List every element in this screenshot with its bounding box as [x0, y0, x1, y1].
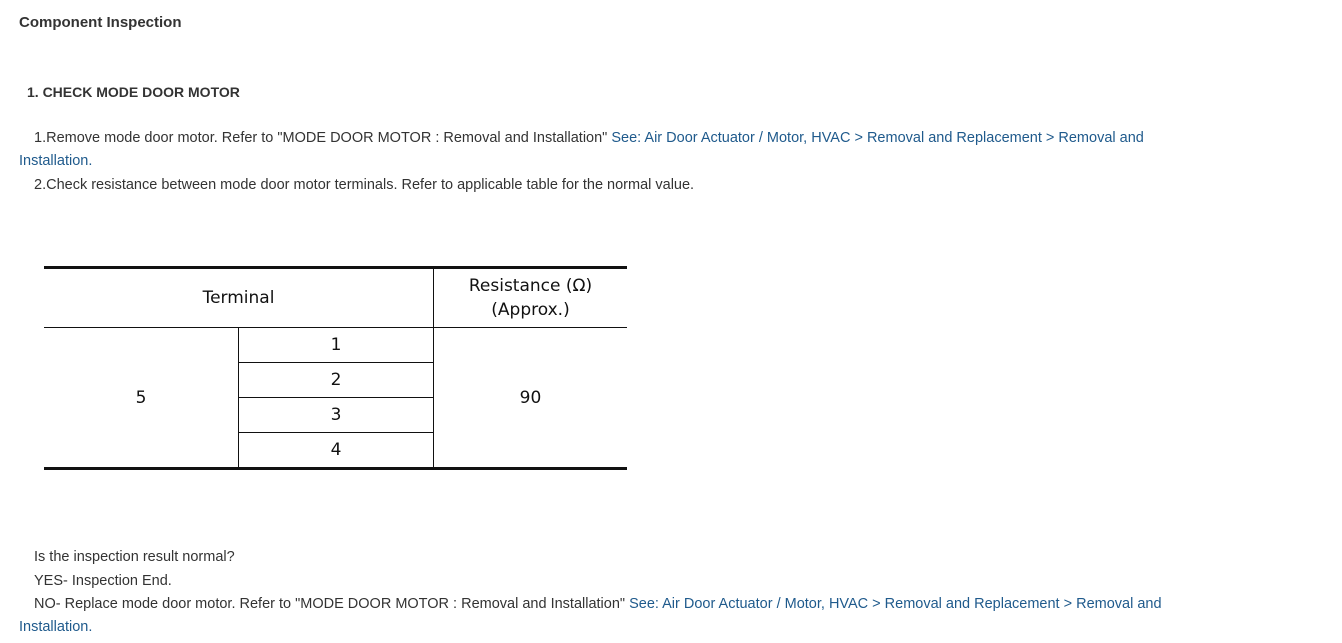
- table-header-row: [44, 268, 627, 328]
- answer-yes-text: YES- Inspection End.: [34, 573, 172, 589]
- answer-no-text: NO- Replace mode door motor. Refer to "MODE DOOR MOTOR : Removal and Installation": [34, 596, 630, 612]
- step-heading: 1. CHECK MODE DOOR MOTOR: [27, 84, 240, 100]
- header-resistance-line2: (Approx.): [491, 300, 570, 320]
- step-1-text: 1.Remove mode door motor. Refer to "MODE DOOR MOTOR : Removal and Installation": [34, 130, 612, 146]
- question-text: Is the inspection result normal?: [34, 549, 235, 565]
- step-2-text: 2.Check resistance between mode door motor terminals. Refer to applicable table for the normal value.: [34, 177, 695, 193]
- terminal-cell: 1: [239, 328, 434, 363]
- resistance-table: [44, 266, 627, 470]
- step-1-link[interactable]: See: Air Door Actuator / Motor, HVAC > Removal and Replacement > Removal and Installation.: [19, 130, 1144, 169]
- answer-no: [19, 593, 1219, 639]
- step-2: [19, 174, 1219, 197]
- answer-no-link[interactable]: See: Air Door Actuator / Motor, HVAC > Removal and Replacement > Removal and Installation.: [19, 596, 1162, 635]
- terminal-cell: 4: [239, 433, 434, 469]
- header-terminal: Terminal: [44, 268, 434, 328]
- table-row: [44, 328, 627, 363]
- terminal-cell: 3: [239, 398, 434, 433]
- answer-yes: [19, 570, 1219, 593]
- page-title: Component Inspection: [19, 14, 182, 31]
- resistance-cell: 90: [434, 328, 628, 469]
- header-resistance: [434, 268, 628, 328]
- question: [19, 546, 1219, 569]
- step-1: [19, 127, 1219, 173]
- header-resistance-line1: Resistance (Ω): [468, 276, 593, 296]
- terminal-main-cell: 5: [44, 328, 239, 469]
- terminal-cell: 2: [239, 363, 434, 398]
